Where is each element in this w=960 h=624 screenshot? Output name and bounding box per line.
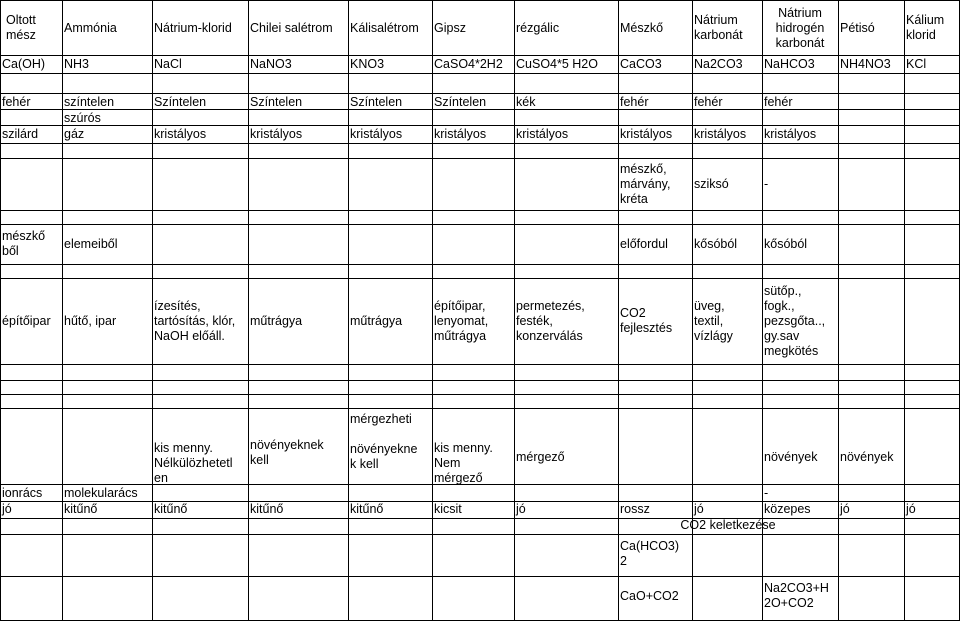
use-cell: műtrágya xyxy=(250,313,303,328)
header-name-cell: Oltott mész xyxy=(6,13,36,42)
lattice-cell: ionrács xyxy=(2,486,43,500)
grid-row-line xyxy=(0,380,960,381)
header-name-cell: Mészkő xyxy=(620,20,664,35)
origin-cell: elemeiből xyxy=(64,236,118,251)
state-cell: szilárd xyxy=(2,126,39,141)
color-cell: Színtelen xyxy=(434,94,487,109)
header-formula-cell: NH3 xyxy=(64,56,90,71)
state-cell: kristályos xyxy=(620,126,673,141)
grid-row-line xyxy=(0,620,960,621)
grid-row-line xyxy=(0,73,960,74)
solubility-cell: jó xyxy=(694,502,704,516)
color-cell: Színtelen xyxy=(350,94,403,109)
co2-title-cell: CO2 keletkezése xyxy=(680,518,776,532)
header-formula-cell: CaSO4*2H2 xyxy=(434,56,503,71)
grid-col-line xyxy=(838,0,839,620)
solubility-cell: jó xyxy=(840,502,850,516)
header-formula-cell: Ca(OH) xyxy=(2,56,46,71)
origin-cell: kősóból xyxy=(764,236,808,251)
solubility-cell: rossz xyxy=(620,502,650,516)
solubility-cell: jó xyxy=(906,502,916,516)
header-name-cell: rézgálic xyxy=(516,20,560,35)
grid-row-line xyxy=(0,264,960,265)
state-cell: kristályos xyxy=(434,126,487,141)
origin-cell: előfordul xyxy=(620,236,668,251)
grid-row-line xyxy=(0,394,960,395)
reaction-cell: Na2CO3+H 2O+CO2 xyxy=(764,581,829,610)
header-formula-cell: Na2CO3 xyxy=(694,56,743,71)
grid-row-line xyxy=(0,143,960,144)
toxicity-cell: növényeknek kell xyxy=(250,438,324,467)
toxicity-cell: növényekne k kell xyxy=(350,442,418,471)
use-cell: hűtő, ipar xyxy=(64,313,117,328)
state-cell: kristályos xyxy=(694,126,747,141)
grid-row-line xyxy=(0,210,960,211)
reaction-cell: Ca(HCO3) 2 xyxy=(620,539,680,568)
use-cell: építőipar xyxy=(2,313,51,328)
header-name-cell: Gipsz xyxy=(434,20,466,35)
header-formula-cell: NaHCO3 xyxy=(764,56,815,71)
color-cell: színtelen xyxy=(64,94,115,109)
color-cell: fehér xyxy=(694,94,723,109)
lattice-cell: molekularács xyxy=(64,486,138,500)
use-cell: üveg, textil, vízlágy xyxy=(694,298,733,343)
grid-row-line xyxy=(0,408,960,409)
color-cell: Színtelen xyxy=(154,94,207,109)
grid-row-line xyxy=(0,0,960,1)
use-cell: műtrágya xyxy=(350,313,403,328)
state-cell: kristályos xyxy=(154,126,207,141)
header-name-cell: Nátrium-klorid xyxy=(154,20,232,35)
solubility-cell: kitűnő xyxy=(350,502,384,516)
use-cell: építőipar, lenyomat, műtrágya xyxy=(434,298,489,343)
toxicity-cell: növények xyxy=(840,449,894,464)
toxicity-cell: mérgezheti xyxy=(350,411,412,426)
color-cell: fehér xyxy=(2,94,31,109)
header-name-cell: Pétisó xyxy=(840,20,875,35)
origin-cell: mészkő ből xyxy=(2,229,46,258)
header-name-cell: Nátrium hidrogén karbonát xyxy=(775,5,825,50)
state-cell: kristályos xyxy=(516,126,569,141)
use-cell: sütőp., fogk., pezsgőta.., gy.sav megkötés xyxy=(764,283,826,358)
grid-col-line xyxy=(904,0,905,620)
color-cell: fehér xyxy=(620,94,649,109)
state-cell: gáz xyxy=(64,126,85,141)
header-name-cell: Nátrium karbonát xyxy=(694,13,743,42)
solubility-cell: kitűnő xyxy=(154,502,188,516)
use-cell: permetezés, festék, konzerválás xyxy=(516,298,585,343)
header-formula-cell: NaCl xyxy=(154,56,182,71)
state-cell: kristályos xyxy=(350,126,403,141)
toxicity-cell: mérgező xyxy=(516,449,565,464)
solubility-cell: kitűnő xyxy=(64,502,98,516)
reaction-cell: CaO+CO2 xyxy=(620,588,679,603)
color-cell: Színtelen xyxy=(250,94,303,109)
smell-cell: szúrós xyxy=(64,110,101,125)
header-formula-cell: CaCO3 xyxy=(620,56,662,71)
header-name-cell: Kálisalétrom xyxy=(350,20,419,35)
solubility-cell: közepes xyxy=(764,502,811,516)
occurrence-meszko-cell: mészkő, márvány, kréta xyxy=(620,161,671,206)
occurrence-szikso-cell: sziksó xyxy=(694,176,729,191)
state-cell: kristályos xyxy=(764,126,817,141)
use-cell: CO2 fejlesztés xyxy=(620,306,673,335)
origin-cell: kősóból xyxy=(694,236,738,251)
use-cell: ízesítés, tartósítás, klór, NaOH előáll. xyxy=(154,298,236,343)
header-formula-cell: KNO3 xyxy=(350,56,385,71)
header-formula-cell: KCl xyxy=(906,56,927,71)
header-formula-cell: NaNO3 xyxy=(250,56,292,71)
lattice-cell: - xyxy=(764,486,769,500)
toxicity-cell: növények xyxy=(764,449,818,464)
header-name-cell: Chilei salétrom xyxy=(250,20,333,35)
grid-row-line xyxy=(0,534,960,535)
occurrence-dash-cell: - xyxy=(764,176,769,191)
header-name-cell: Kálium klorid xyxy=(906,13,945,42)
toxicity-cell: kis menny. Nélkülözhetetl en xyxy=(154,441,233,485)
solubility-cell: kicsit xyxy=(434,502,462,516)
state-cell: kristályos xyxy=(250,126,303,141)
color-cell: fehér xyxy=(764,94,793,109)
header-formula-cell: NH4NO3 xyxy=(840,56,891,71)
color-cell: kék xyxy=(516,94,536,109)
solubility-cell: kitűnő xyxy=(250,502,284,516)
solubility-cell: jó xyxy=(516,502,526,516)
header-name-cell: Ammónia xyxy=(64,20,117,35)
solubility-cell: jó xyxy=(2,502,12,516)
grid-row-line xyxy=(0,364,960,365)
toxicity-cell: kis menny. Nem mérgező xyxy=(434,441,493,485)
header-formula-cell: CuSO4*5 H2O xyxy=(516,56,598,71)
